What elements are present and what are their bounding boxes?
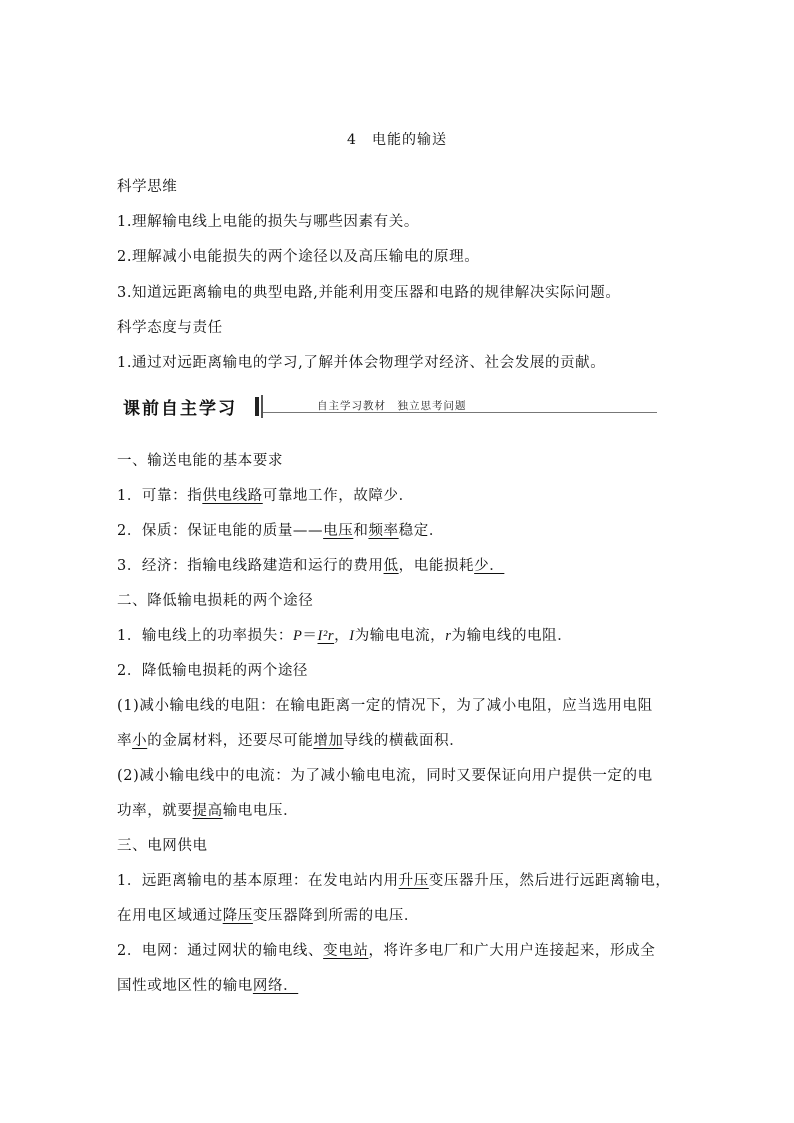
objectives-heading-attitude: 科学态度与责任 <box>117 320 223 336</box>
fill-answer: 供电线路 <box>202 488 263 504</box>
fill-answer: I²r <box>317 628 335 644</box>
fill-answer: 电压 <box>323 523 354 539</box>
fill-answer: 提高 <box>192 803 223 819</box>
fill-answer: 低 <box>383 558 399 574</box>
fill-answer: 少． <box>474 558 505 574</box>
objective-item: 3.知道远距离输电的典型电路,并能利用变压器和电路的规律解决实际问题。 <box>117 285 621 301</box>
paragraph-line: (1)减小输电线的电阻：在输电距离一定的情况下，为了减小电阻，应当选用电阻 <box>117 698 653 714</box>
fill-answer: 升压 <box>398 873 429 889</box>
paragraph-line: (2)减小输电线中的电流：为了减小输电电流，同时又要保证向用户提供一定的电 <box>117 768 653 784</box>
fill-answer: 频率 <box>368 523 399 539</box>
banner-bar-decoration <box>255 397 259 416</box>
page-title: 4 电能的输送 <box>347 132 447 148</box>
paragraph-line: 2．保质：保证电能的质量——电压和频率稳定． <box>117 523 444 539</box>
objective-item: 1.通过对远距离输电的学习,了解并体会物理学对经济、社会发展的贡献。 <box>117 355 606 371</box>
objective-item: 2.理解减小电能损失的两个途径以及高压输电的原理。 <box>117 249 480 265</box>
fill-answer: 降压 <box>222 908 253 924</box>
paragraph-line: 在用电区域通过降压变压器降到所需的电压． <box>117 908 420 924</box>
paragraph-line: 1．输电线上的功率损失：P＝I²r，I为输电电流，r为输电线的电阻． <box>117 628 573 644</box>
banner-label: 课前自主学习 <box>123 398 237 419</box>
paragraph-line: 2．电网：通过网状的输电线、变电站，将许多电厂和广大用户连接起来，形成全 <box>117 943 656 959</box>
fill-answer: 变电站 <box>323 943 369 959</box>
paragraph-line: 功率，就要提高输电电压． <box>117 803 299 819</box>
banner-subtitle: 自主学习教材 独立思考问题 <box>317 400 467 412</box>
fill-answer: 小 <box>132 733 148 749</box>
paragraph-line: 3．经济：指输电线路建造和运行的费用低，电能损耗少． <box>117 558 505 574</box>
paragraph-line: 2．降低输电损耗的两个途径 <box>117 663 309 679</box>
paragraph-line: 1．可靠：指供电线路可靠地工作，故障少． <box>117 488 414 504</box>
paragraph-line: 1．远距离输电的基本原理：在发电站内用升压变压器升压，然后进行远距离输电， <box>117 873 671 889</box>
section-heading-2: 二、降低输电损耗的两个途径 <box>117 593 314 609</box>
fill-answer: 增加 <box>313 733 344 749</box>
section-heading-1: 一、输送电能的基本要求 <box>117 453 284 469</box>
objective-item: 1.理解输电线上电能的损失与哪些因素有关。 <box>117 214 419 230</box>
paragraph-line: 国性或地区性的输电网络． <box>117 978 299 994</box>
section-banner <box>117 393 657 419</box>
banner-bar-decoration <box>261 395 263 418</box>
objectives-heading-thinking: 科学思维 <box>117 179 178 195</box>
section-heading-3: 三、电网供电 <box>117 838 208 854</box>
paragraph-line: 率小的金属材料，还要尽可能增加导线的横截面积． <box>117 733 465 749</box>
fill-answer: 网络． <box>252 978 299 994</box>
